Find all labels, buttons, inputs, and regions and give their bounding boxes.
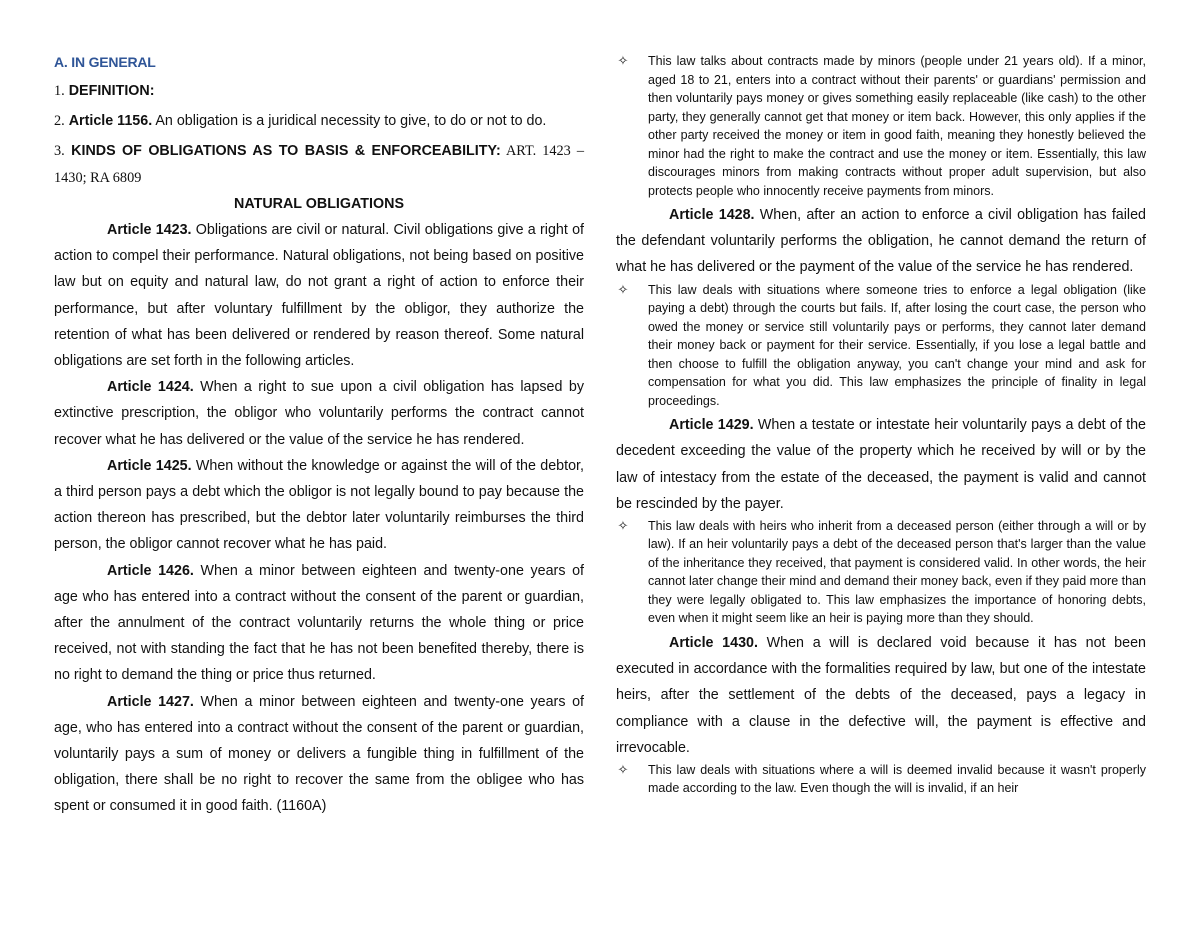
article-1425-label: Article 1425. bbox=[107, 457, 192, 474]
article-1424 bbox=[54, 374, 584, 453]
article-1426-text: When a minor between eighteen and twenty-one years of age who has entered into a contract without the consent of the parent or guardian, after the annulment of the contract voluntarily returns the whole thing or price received, not with standing the fact that he has not been benefited thereby, there is no right to demand the thing or price thus returned. bbox=[54, 562, 584, 684]
diamond-bullet-icon: ✧ bbox=[617, 53, 629, 68]
diamond-bullet-icon: ✧ bbox=[617, 281, 629, 297]
kinds-of-obligations bbox=[54, 138, 584, 190]
kinds-reference: ART. 1423 – 1430; RA 6809 bbox=[54, 143, 584, 186]
article-1423-text: Obligations are civil or natural. Civil obligations give a right of action to compel their performance. Natural obligations, not being based on positive law but on equity and natural law, do not grant a right of action to enforce their performance, but after voluntary fulfillment by the obligor, they authorize the retention of what has been delivered or rendered by reason thereof. Some natural obligations are set forth in the following articles. bbox=[54, 222, 584, 370]
note-1430-text: This law deals with situations where a will is deemed invalid because it wasn't properly made according to the law. Even though the will is invalid, if an heir bbox=[648, 762, 1146, 796]
article-1427 bbox=[54, 689, 584, 820]
article-1429-label: Article 1429. bbox=[669, 417, 754, 434]
article-1430 bbox=[616, 630, 1146, 761]
article-1429 bbox=[616, 412, 1146, 517]
article-1156 bbox=[54, 108, 584, 134]
diamond-bullet-icon: ✧ bbox=[617, 761, 629, 777]
article-1428 bbox=[616, 202, 1146, 281]
section-heading: A. IN GENERAL bbox=[54, 54, 156, 70]
article-1428-text: When, after an action to enforce a civil obligation has failed the defendant voluntarily performs the obligation, he cannot demand the return of what he has delivered or the payment of the value of the service he has rendered. bbox=[616, 207, 1147, 276]
article-1426-label: Article 1426. bbox=[107, 562, 194, 579]
article-1428-label: Article 1428. bbox=[669, 207, 755, 223]
article-1430-text: When a will is declared void because it has not been executed in accordance with the formalities required by law, but one of the intestate heirs, after the settlement of the debts of the deceased, pays a legacy in compliance with a clause in the defective will, the payment is effective and irrevocable. bbox=[616, 634, 1146, 756]
article-1430-label: Article 1430. bbox=[669, 634, 758, 651]
article-1423-label: Article 1423. bbox=[107, 222, 192, 239]
article-1423 bbox=[54, 217, 584, 374]
definition-line bbox=[54, 78, 584, 104]
left-column bbox=[54, 52, 584, 820]
article-1424-text: When a right to sue upon a civil obligation has lapsed by extinctive prescription, the obligor who voluntarily performs the contract cannot recover what he has delivered or the value of the service he has rendered. bbox=[54, 379, 584, 448]
right-column bbox=[616, 52, 1146, 798]
article-1429-text: When a testate or intestate heir voluntarily pays a debt of the decedent exceeding the value of the property which he received by will or by the law of intestacy from the estate of the deceased, the payment is valid and cannot be rescinded by the payer. bbox=[616, 417, 1147, 512]
note-1427-text: This law talks about contracts made by minors (people under 21 years old). If a minor, aged 18 to 21, enters into a contract without their parents' or guardians' permission and then voluntarily pays money or gives something easily replaceable (like cash) to the other party, they generally cannot get that money or item back. However, this only applies if the other party received the money or item in good faith, meaning they honestly believed the minor had the right to make the contract and use the money or item. Essentially, this law discourages minors from making contracts without proper adult supervision, but also protects people who innocently receive payments from minors. bbox=[648, 54, 1146, 198]
article-1156-text: An obligation is a juridical necessity to give, to do or not to do. bbox=[152, 113, 547, 130]
article-1427-label: Article 1427. bbox=[107, 693, 194, 710]
note-1428-text: This law deals with situations where someone tries to enforce a legal obligation (like paying a debt) through the courts but fails. If, after losing the court case, the person who owed the money or service still voluntarily pays or performs, they cannot later demand their money back or payment for their service. Essentially, if you lose a legal battle and then choose to fulfill the obligation anyway, you can't change your mind and ask for compensation for what you did. This law emphasizes the principle of finality in legal proceedings. bbox=[648, 282, 1146, 408]
definition-label: DEFINITION: bbox=[68, 83, 155, 99]
kinds-number: 3. bbox=[54, 143, 65, 160]
natural-obligations-title: NATURAL OBLIGATIONS bbox=[234, 195, 404, 212]
article-1424-label: Article 1424. bbox=[107, 379, 194, 396]
note-1428 bbox=[616, 281, 1146, 411]
article-1426 bbox=[54, 558, 584, 689]
diamond-bullet-icon: ✧ bbox=[617, 517, 629, 533]
article-1425 bbox=[54, 453, 584, 558]
article-1156-number: 2. bbox=[54, 113, 65, 130]
article-1425-text: When without the knowledge or against the will of the debtor, a third person pays a debt which the obligor is not legally bound to pay because the action thereon has prescribed, but the debtor later voluntarily reimburses the third person, the obligor cannot recover what he has paid. bbox=[54, 457, 584, 553]
note-1427 bbox=[616, 52, 1146, 200]
definition-number: 1. bbox=[54, 83, 65, 99]
kinds-label: KINDS OF OBLIGATIONS AS TO BASIS & ENFORCEABILITY: bbox=[71, 143, 501, 160]
note-1429 bbox=[616, 517, 1146, 628]
note-1430 bbox=[616, 761, 1146, 798]
article-1427-text: When a minor between eighteen and twenty-one years of age, who has entered into a contract without the consent of the parent or guardian, voluntarily pays a sum of money or delivers a fungible thing in fulfillment of the obligation, there shall be no right to recover the same from the obligee who has spent or consumed it in good faith. (1160A) bbox=[54, 693, 584, 815]
article-1156-label: Article 1156. bbox=[68, 113, 153, 130]
note-1429-text: This law deals with heirs who inherit from a deceased person (either through a will or by law). If an heir voluntarily pays a debt of the deceased person that's larger than the value of the inheritance they received, that payment is considered valid. In other words, the heir cannot later change their mind and demand their money back, even if they paid more than they were legally obligated to. This law emphasizes the importance of honoring debts, even when it might seem like an heir is paying more than they should. bbox=[648, 518, 1146, 626]
